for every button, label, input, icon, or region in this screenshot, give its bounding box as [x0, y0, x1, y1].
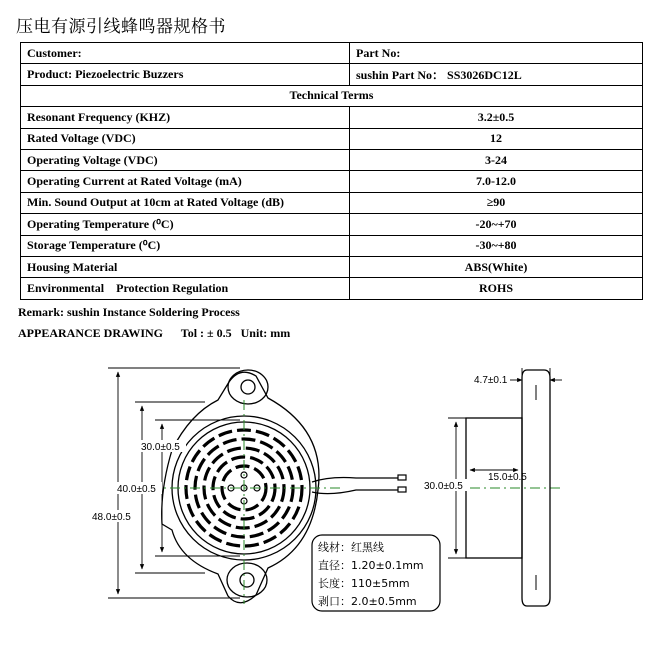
section-title: Technical Terms	[21, 85, 643, 106]
appearance-drawing	[0, 345, 655, 645]
top-mount-hole	[241, 380, 255, 394]
table-row	[21, 256, 643, 277]
spec-value: 12	[350, 128, 643, 149]
spec-name: Resonant Frequency (KHZ)	[21, 107, 350, 128]
document-title: 压电有源引线蜂鸣器规格书	[16, 17, 226, 37]
table-row	[21, 171, 643, 192]
part-no-cell: Part No:	[350, 43, 643, 64]
sushin-part-cell: sushin Part No： SS3026DC12L	[350, 64, 643, 85]
spec-value: 3.2±0.5	[350, 107, 643, 128]
table-row	[21, 235, 643, 256]
bottom-mount-ear	[227, 563, 267, 597]
spec-name: Rated Voltage (VDC)	[21, 128, 350, 149]
dim-30-side-label: 30.0±0.5	[424, 481, 463, 492]
dim-4-7-label: 4.7±0.1	[474, 375, 508, 386]
wire-strip: 剥口：2.0±0.5mm	[318, 595, 417, 608]
dim-30-label: 30.0±0.5	[141, 442, 180, 453]
spec-value: ROHS	[350, 278, 643, 299]
table-row	[21, 149, 643, 170]
wire-length: 长度：110±5mm	[318, 577, 410, 590]
spec-name: Storage Temperature (⁰C)	[21, 235, 350, 256]
table-row	[21, 43, 643, 64]
remark-text: Remark: sushin Instance Soldering Process	[18, 305, 240, 319]
lead-wires	[312, 475, 406, 494]
spec-value: 7.0-12.0	[350, 171, 643, 192]
spec-name: Min. Sound Output at 10cm at Rated Voltage (dB)	[21, 192, 350, 213]
spec-name: Environmental Protection Regulation	[21, 278, 350, 299]
spec-value: ≥90	[350, 192, 643, 213]
dim-40-label: 40.0±0.5	[117, 484, 156, 495]
wire-spec-box	[312, 535, 440, 611]
table-row	[21, 278, 643, 299]
appearance-heading: APPEARANCE DRAWING Tol : ± 0.5 Unit: mm	[18, 326, 291, 340]
spec-name: Housing Material	[21, 256, 350, 277]
spec-name: Operating Voltage (VDC)	[21, 149, 350, 170]
spec-table	[20, 42, 643, 300]
table-row	[21, 128, 643, 149]
spec-value: 3-24	[350, 149, 643, 170]
customer-cell: Customer:	[21, 43, 350, 64]
spec-value: -20~+70	[350, 214, 643, 235]
dim-15-label: 15.0±0.5	[488, 472, 527, 483]
table-row	[21, 64, 643, 85]
wire-material: 线材：红黑线	[318, 541, 384, 554]
table-row	[21, 192, 643, 213]
side-dimensions	[448, 368, 562, 558]
dim-48-label: 48.0±0.5	[92, 512, 131, 523]
product-cell: Product: Piezoelectric Buzzers	[21, 64, 350, 85]
table-row	[21, 214, 643, 235]
spec-value: ABS(White)	[350, 256, 643, 277]
wire-diameter: 直径：1.20±0.1mm	[318, 559, 424, 572]
spec-value: -30~+80	[350, 235, 643, 256]
bottom-mount-hole	[240, 573, 254, 587]
table-row	[21, 85, 643, 106]
table-row	[21, 107, 643, 128]
spec-name: Operating Temperature (⁰C)	[21, 214, 350, 235]
spec-name: Operating Current at Rated Voltage (mA)	[21, 171, 350, 192]
